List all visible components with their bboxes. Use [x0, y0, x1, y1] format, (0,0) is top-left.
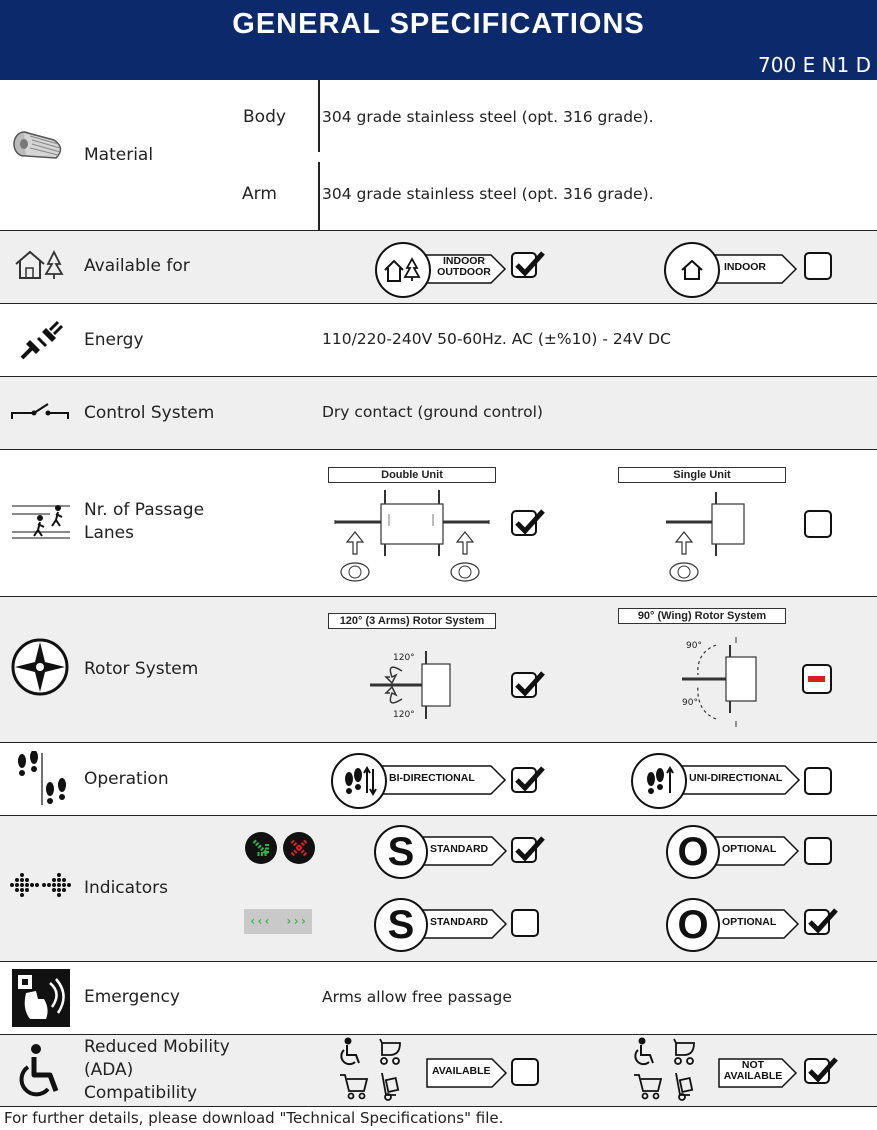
- bi-directional-text: BI-DIRECTIONAL: [389, 771, 475, 784]
- steel-roll-icon: [10, 130, 70, 170]
- row-energy: [0, 304, 877, 377]
- mobility-icons-group: [632, 1037, 712, 1103]
- arm-label: Arm: [242, 184, 277, 204]
- optional-text-1: OPTIONAL: [722, 842, 777, 855]
- standard-text-1: STANDARD: [430, 842, 489, 855]
- rotor-90-caption: 90° (Wing) Rotor System: [618, 608, 786, 624]
- single-unit-diagram: [660, 484, 760, 586]
- row-rotor-system: [0, 597, 877, 743]
- indicators-label: Indicators: [84, 878, 168, 898]
- ada-available-checkbox[interactable]: [511, 1058, 539, 1086]
- energy-label: Energy: [84, 330, 144, 350]
- ada-available-badge: [426, 1056, 510, 1090]
- shopping-cart-icon: [634, 1075, 661, 1099]
- standard-checkbox-1[interactable]: [511, 837, 537, 863]
- mobility-icons-group: [338, 1037, 418, 1103]
- row-available-for: [0, 231, 877, 304]
- rotor-90-angle-bottom: 90°: [682, 698, 698, 708]
- standard-badge-2: [374, 902, 508, 947]
- row-operation: [0, 743, 877, 816]
- standard-badge-1: [374, 829, 508, 874]
- material-label: Material: [84, 145, 154, 165]
- optional-o-icon: O: [666, 825, 720, 879]
- rotor-90-angle-top: 90°: [686, 641, 702, 651]
- ada-label-line3: Compatibility: [84, 1083, 198, 1103]
- bi-directional-badge: [331, 763, 509, 797]
- optional-badge-1: [666, 829, 800, 874]
- product-code: 700 E N1 D: [758, 53, 871, 77]
- dotted-arrows-icon: [8, 872, 74, 898]
- standard-text-2: STANDARD: [430, 915, 489, 928]
- bi-directional-checkbox[interactable]: [511, 767, 537, 793]
- indoor-checkbox[interactable]: [804, 252, 832, 280]
- emergency-label: Emergency: [84, 987, 180, 1007]
- rotor-120-angle-bottom: 120°: [393, 710, 415, 720]
- emergency-value: Arms allow free passage: [322, 988, 512, 1006]
- passage-lanes-line2: Lanes: [84, 523, 134, 543]
- row-material: [0, 80, 877, 231]
- unavailable-dash-icon: [808, 676, 825, 682]
- uni-directional-badge: [631, 763, 801, 797]
- page-title: GENERAL SPECIFICATIONS: [232, 8, 645, 40]
- standard-s-icon: S: [374, 825, 428, 879]
- house-icon: [664, 242, 720, 298]
- small-wheelchair-icon: [635, 1039, 653, 1065]
- rotor-120-checkbox[interactable]: [511, 672, 537, 698]
- ada-label-line2: (ADA): [84, 1060, 134, 1080]
- control-system-value: Dry contact (ground control): [322, 403, 543, 421]
- indoor-outdoor-checkbox[interactable]: [511, 252, 537, 278]
- divider: [318, 162, 320, 230]
- small-wheelchair-icon: [341, 1039, 359, 1065]
- indoor-text: INDOOR: [724, 260, 766, 273]
- double-unit-diagram: [333, 484, 493, 586]
- uni-directional-icon: [631, 753, 687, 809]
- row-passage-lanes: [0, 450, 877, 597]
- optional-o-icon: O: [666, 898, 720, 952]
- optional-badge-2: [666, 902, 800, 947]
- uni-directional-text: UNI-DIRECTIONAL: [689, 771, 783, 784]
- spec-header: [0, 0, 877, 80]
- footsteps-icon: [14, 751, 70, 807]
- available-for-label: Available for: [84, 256, 190, 276]
- red-cross-icon: [283, 832, 315, 864]
- body-material-value: 304 grade stainless steel (opt. 316 grade).: [322, 108, 654, 126]
- uni-directional-checkbox[interactable]: [804, 767, 832, 795]
- pedestrian-lanes-icon: [10, 500, 72, 540]
- hand-truck-icon: [676, 1073, 692, 1100]
- wheelchair-icon: [16, 1043, 66, 1099]
- single-unit-caption: Single Unit: [618, 467, 786, 483]
- rotor-120-caption: 120° (3 Arms) Rotor System: [328, 613, 496, 629]
- double-unit-caption: Double Unit: [328, 467, 496, 483]
- rotor-compass-icon: [10, 637, 70, 697]
- rotor-120-angle-top: 120°: [393, 653, 415, 663]
- ada-label: [84, 1036, 230, 1105]
- indoor-badge: [664, 252, 799, 286]
- red-cross-led: [283, 832, 315, 864]
- passage-lanes-line1: Nr. of Passage: [84, 500, 205, 520]
- single-unit-checkbox[interactable]: [804, 510, 832, 538]
- ada-not-available-badge: [718, 1056, 800, 1090]
- bi-directional-icon: [331, 753, 387, 809]
- row-indicators: [0, 816, 877, 962]
- stroller-icon: [380, 1039, 400, 1064]
- arrow-led-strip: ‹‹‹ ›››: [244, 909, 312, 934]
- optional-text-2: OPTIONAL: [722, 915, 777, 928]
- emergency-break-glass-icon: [12, 969, 70, 1027]
- row-control-system: [0, 377, 877, 450]
- outdoor-line: OUTDOOR: [437, 266, 491, 278]
- row-ada: [0, 1035, 877, 1107]
- hand-truck-icon: [382, 1073, 398, 1100]
- stroller-icon: [674, 1039, 694, 1064]
- rotor-system-label: Rotor System: [84, 659, 199, 679]
- switch-icon: [10, 401, 70, 421]
- rotor-90-unavailable-box[interactable]: [802, 664, 832, 694]
- indoor-outdoor-badge: [375, 252, 510, 286]
- ada-available-text: AVAILABLE: [432, 1064, 491, 1077]
- double-unit-checkbox[interactable]: [511, 510, 537, 536]
- green-arrow-icon: [245, 832, 277, 864]
- house-tree-icon: [375, 242, 431, 298]
- row-emergency: [0, 962, 877, 1035]
- standard-checkbox-2[interactable]: [511, 909, 539, 937]
- optional-checkbox-2[interactable]: [804, 909, 830, 935]
- energy-value: 110/220-240V 50-60Hz. AC (±%10) - 24V DC: [322, 330, 671, 348]
- optional-checkbox-1[interactable]: [804, 837, 832, 865]
- arm-material-value: 304 grade stainless steel (opt. 316 grade).: [322, 185, 654, 203]
- green-arrow-led: [245, 832, 277, 864]
- house-tree-icon: [14, 248, 70, 282]
- passage-lanes-label: [84, 499, 204, 545]
- shopping-cart-icon: [340, 1075, 367, 1099]
- indoor-line: INDOOR: [443, 255, 485, 267]
- ada-label-line1: Reduced Mobility: [84, 1037, 230, 1057]
- divider: [318, 80, 320, 152]
- ada-not-available-checkbox[interactable]: [804, 1058, 830, 1084]
- operation-label: Operation: [84, 769, 169, 789]
- plug-icon: [18, 318, 66, 362]
- available-line: AVAILABLE: [723, 1070, 783, 1082]
- footer-note: For further details, please download "Technical Specifications" file.: [4, 1109, 504, 1127]
- body-label: Body: [243, 107, 286, 127]
- not-line: NOT: [741, 1059, 765, 1071]
- standard-s-icon: S: [374, 898, 428, 952]
- control-system-label: Control System: [84, 403, 215, 423]
